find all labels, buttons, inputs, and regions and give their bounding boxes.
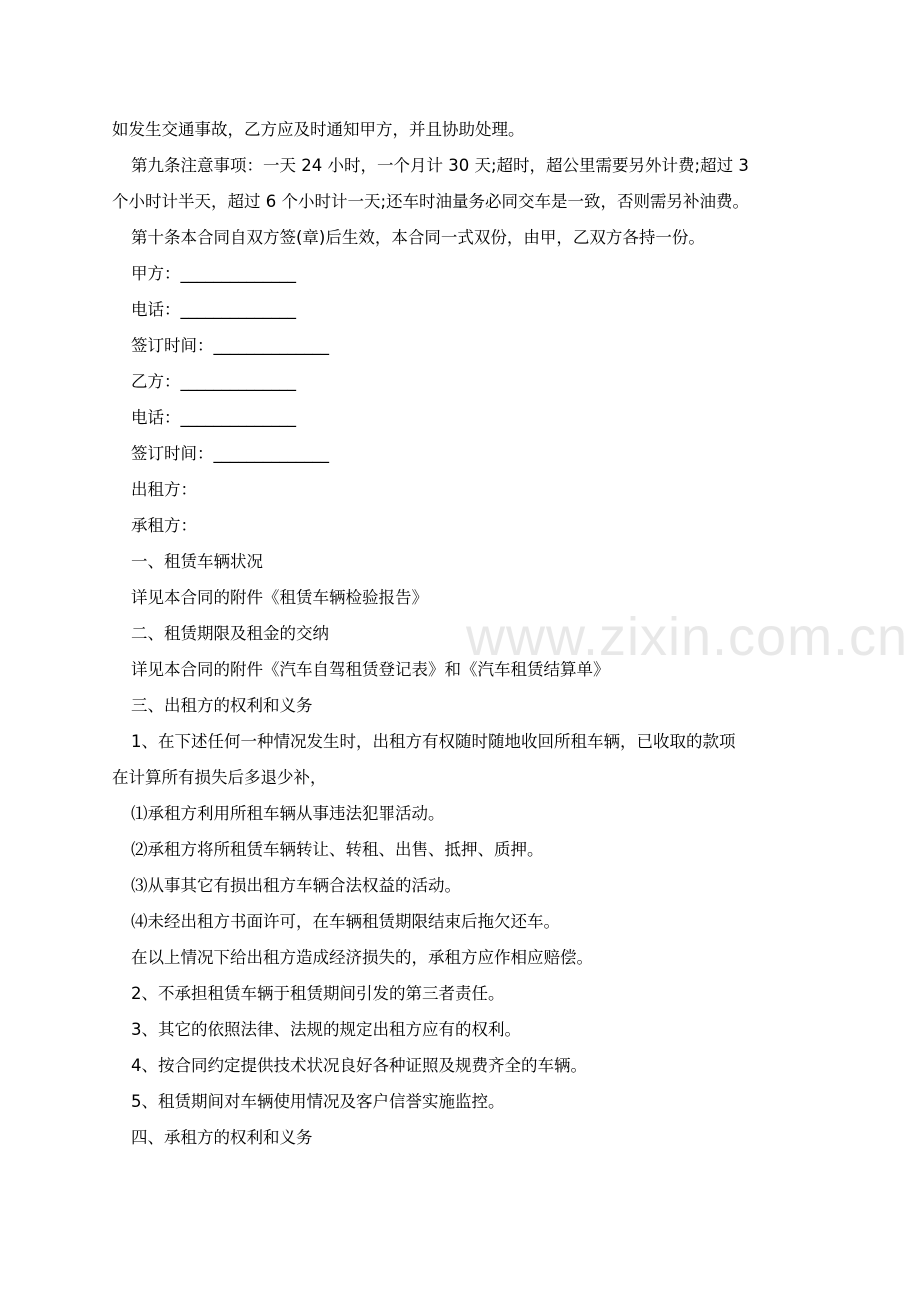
clause-3: 3、其它的依照法律、法规的规定出租方应有的权利。 [131, 1020, 521, 1039]
party-a-sign-date-field: 签订时间：______________ [131, 336, 329, 355]
section-1-heading: 一、租赁车辆状况 [131, 552, 263, 571]
party-a-field: 甲方：______________ [131, 264, 296, 283]
article-9-line-2: 个小时计半天，超过 6 个小时计一天;还车时油量务必同交车是一致，否则需另补油费。 [112, 192, 750, 211]
clause-1-line-1: 1、在下述任何一种情况发生时，出租方有权随时随地收回所租车辆，已收取的款项 [131, 732, 736, 751]
sub-item-1: ⑴承租方利用所租车辆从事违法犯罪活动。 [131, 804, 445, 823]
sub-item-4: ⑷未经出租方书面许可，在车辆租赁期限结束后拖欠还车。 [131, 912, 560, 931]
sub-item-3: ⑶从事其它有损出租方车辆合法权益的活动。 [131, 876, 461, 895]
document-body [112, 112, 812, 1156]
section-4-heading: 四、承租方的权利和义务 [131, 1128, 313, 1147]
article-10: 第十条本合同自双方签(章)后生效，本合同一式双份，由甲，乙双方各持一份。 [131, 228, 705, 247]
section-2-heading: 二、租赁期限及租金的交纳 [131, 624, 329, 643]
section-3-heading: 三、出租方的权利和义务 [131, 696, 313, 715]
clause-4: 4、按合同约定提供技术状况良好各种证照及规费齐全的车辆。 [131, 1056, 587, 1075]
sub-item-2: ⑵承租方将所租赁车辆转让、转租、出售、抵押、质押。 [131, 840, 544, 859]
lessee-label: 承租方： [131, 516, 197, 535]
party-b-phone-field: 电话：______________ [131, 408, 296, 427]
clause-5: 5、租赁期间对车辆使用情况及客户信誉实施监控。 [131, 1092, 505, 1111]
lessor-label: 出租方： [131, 480, 197, 499]
party-b-sign-date-field: 签订时间：______________ [131, 444, 329, 463]
clause-2: 2、不承担租赁车辆于租赁期间引发的第三者责任。 [131, 984, 505, 1003]
party-a-phone-field: 电话：______________ [131, 300, 296, 319]
compensation-note: 在以上情况下给出租方造成经济损失的，承租方应作相应赔偿。 [131, 948, 593, 967]
watermark-text: www.zixin.com.cn [466, 607, 909, 667]
article-9-line-1: 第九条注意事项：一天 24 小时，一个月计 30 天;超时，超公里需要另外计费;超过 3 [131, 156, 749, 175]
section-1-body: 详见本合同的附件《租赁车辆检验报告》 [131, 588, 428, 607]
paragraph-traffic-accident: 如发生交通事故，乙方应及时通知甲方，并且协助处理。 [112, 120, 525, 139]
clause-1-line-2: 在计算所有损失后多退少补， [112, 768, 327, 787]
section-2-body: 详见本合同的附件《汽车自驾租赁登记表》和《汽车租赁结算单》 [131, 660, 610, 679]
party-b-field: 乙方：______________ [131, 372, 296, 391]
